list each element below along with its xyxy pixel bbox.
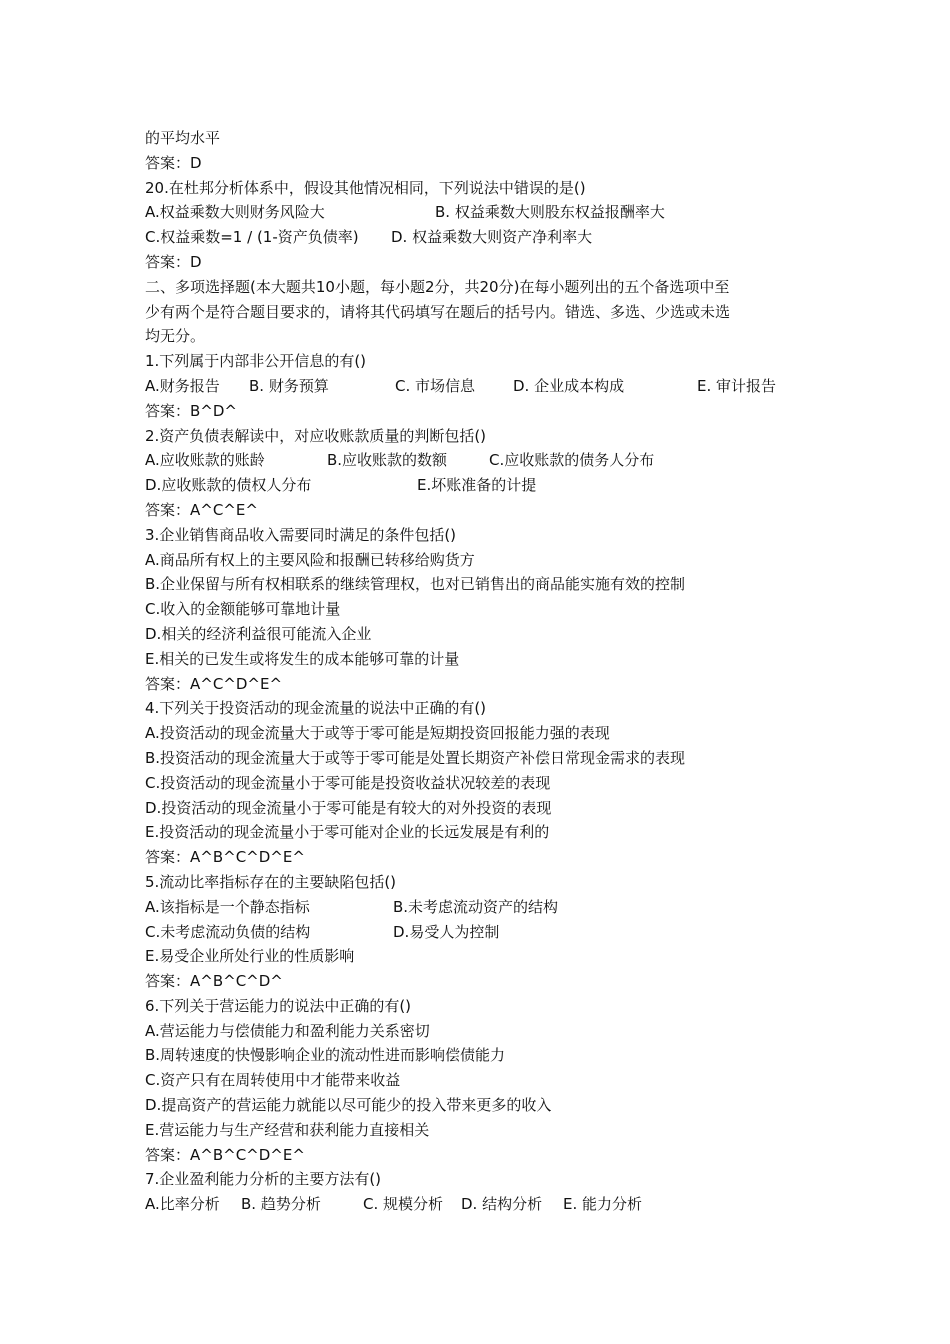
option-line: E.易受企业所处行业的性质影响 bbox=[145, 947, 355, 966]
option-line: B.企业保留与所有权相联系的继续管理权，也对已销售出的商品能实施有效的控制 bbox=[145, 575, 686, 594]
question-line: 5.流动比率指标存在的主要缺陷包括() bbox=[145, 872, 397, 891]
option-c: C.应收账款的债务人分布 bbox=[489, 451, 655, 470]
option-d: D. 企业成本构成 bbox=[513, 376, 625, 395]
option-b: B. 财务预算 bbox=[249, 376, 329, 395]
option-d: D. 结构分析 bbox=[461, 1195, 543, 1214]
question-line: 3.企业销售商品收入需要同时满足的条件包括() bbox=[145, 525, 457, 544]
section-heading: 二、多项选择题(本大题共10小题，每小题2分，共20分)在每小题列出的五个备选项中至 bbox=[145, 277, 730, 296]
question-line: 4.下列关于投资活动的现金流量的说法中正确的有() bbox=[145, 699, 487, 718]
option-b: B.未考虑流动资产的结构 bbox=[393, 897, 559, 916]
question-line: 6.下列关于营运能力的说法中正确的有() bbox=[145, 996, 412, 1015]
option-line: B.周转速度的快慢影响企业的流动性进而影响偿债能力 bbox=[145, 1046, 506, 1065]
text-line: 均无分。 bbox=[145, 327, 206, 346]
options-row bbox=[145, 473, 815, 498]
option-a: A.财务报告 bbox=[145, 376, 220, 395]
option-a: A.比率分析 bbox=[145, 1195, 220, 1214]
options-row bbox=[145, 920, 815, 945]
question-line: 7.企业盈利能力分析的主要方法有() bbox=[145, 1170, 382, 1189]
option-e: E.坏账准备的计提 bbox=[417, 476, 537, 495]
options-row bbox=[145, 374, 815, 399]
document-body bbox=[145, 126, 815, 1217]
option-d: D.应收账款的债权人分布 bbox=[145, 476, 312, 495]
option-c: C. 市场信息 bbox=[395, 376, 476, 395]
option-b: B.应收账款的数额 bbox=[327, 451, 448, 470]
option-line: A.商品所有权上的主要风险和报酬已转移给购货方 bbox=[145, 550, 475, 569]
option-line: D.投资活动的现金流量小于零可能是有较大的对外投资的表现 bbox=[145, 798, 552, 817]
option-a: A.该指标是一个静态指标 bbox=[145, 897, 310, 916]
question-line: 2.资产负债表解读中，对应收账款质量的判断包括() bbox=[145, 426, 487, 445]
option-line: A.投资活动的现金流量大于或等于零可能是短期投资回报能力强的表现 bbox=[145, 724, 610, 743]
options-row bbox=[145, 448, 815, 473]
option-line: E.投资活动的现金流量小于零可能对企业的长远发展是有利的 bbox=[145, 823, 550, 842]
option-a: A.权益乘数大则财务风险大 bbox=[145, 203, 325, 222]
question-line: 20.在杜邦分析体系中，假设其他情况相同，下列说法中错误的是() bbox=[145, 178, 586, 197]
answer-line: 答案：A^C^E^ bbox=[145, 500, 258, 519]
option-c: C.未考虑流动负债的结构 bbox=[145, 922, 311, 941]
answer-line: 答案：A^C^D^E^ bbox=[145, 674, 283, 693]
option-line: E.营运能力与生产经营和获利能力直接相关 bbox=[145, 1120, 430, 1139]
option-line: D.提高资产的营运能力就能以尽可能少的投入带来更多的收入 bbox=[145, 1096, 552, 1115]
option-c: C. 规模分析 bbox=[363, 1195, 444, 1214]
option-c: C.权益乘数=1 / (1-资产负债率) bbox=[145, 228, 359, 247]
answer-line: 答案：B^D^ bbox=[145, 401, 237, 420]
option-a: A.应收账款的账龄 bbox=[145, 451, 265, 470]
options-row bbox=[145, 200, 815, 225]
option-line: D.相关的经济利益很可能流入企业 bbox=[145, 624, 372, 643]
option-e: E. 审计报告 bbox=[697, 376, 777, 395]
options-row bbox=[145, 225, 815, 250]
options-row bbox=[145, 895, 815, 920]
option-line: C.资产只有在周转使用中才能带来收益 bbox=[145, 1071, 401, 1090]
option-b: B. 趋势分析 bbox=[241, 1195, 321, 1214]
option-line: C.收入的金额能够可靠地计量 bbox=[145, 600, 341, 619]
option-d: D.易受人为控制 bbox=[393, 922, 500, 941]
answer-line: 答案：A^B^C^D^E^ bbox=[145, 848, 305, 867]
answer-line: 答案：D bbox=[145, 153, 202, 172]
option-line: C.投资活动的现金流量小于零可能是投资收益状况较差的表现 bbox=[145, 773, 551, 792]
option-line: B.投资活动的现金流量大于或等于零可能是处置长期资产补偿日常现金需求的表现 bbox=[145, 748, 686, 767]
answer-line: 答案：A^B^C^D^E^ bbox=[145, 1145, 305, 1164]
text-line: 的平均水平 bbox=[145, 129, 221, 147]
option-d: D. 权益乘数大则资产净利率大 bbox=[391, 228, 593, 247]
option-line: A.营运能力与偿债能力和盈利能力关系密切 bbox=[145, 1021, 430, 1040]
option-line: E.相关的已发生或将发生的成本能够可靠的计量 bbox=[145, 649, 460, 668]
question-line: 1.下列属于内部非公开信息的有() bbox=[145, 352, 367, 371]
answer-line: 答案：A^B^C^D^ bbox=[145, 972, 283, 991]
option-e: E. 能力分析 bbox=[563, 1195, 643, 1214]
options-row bbox=[145, 1192, 815, 1217]
option-b: B. 权益乘数大则股东权益报酬率大 bbox=[435, 203, 665, 222]
text-line: 少有两个是符合题目要求的，请将其代码填写在题后的括号内。错选、多选、少选或未选 bbox=[145, 302, 731, 321]
answer-line: 答案：D bbox=[145, 252, 202, 271]
